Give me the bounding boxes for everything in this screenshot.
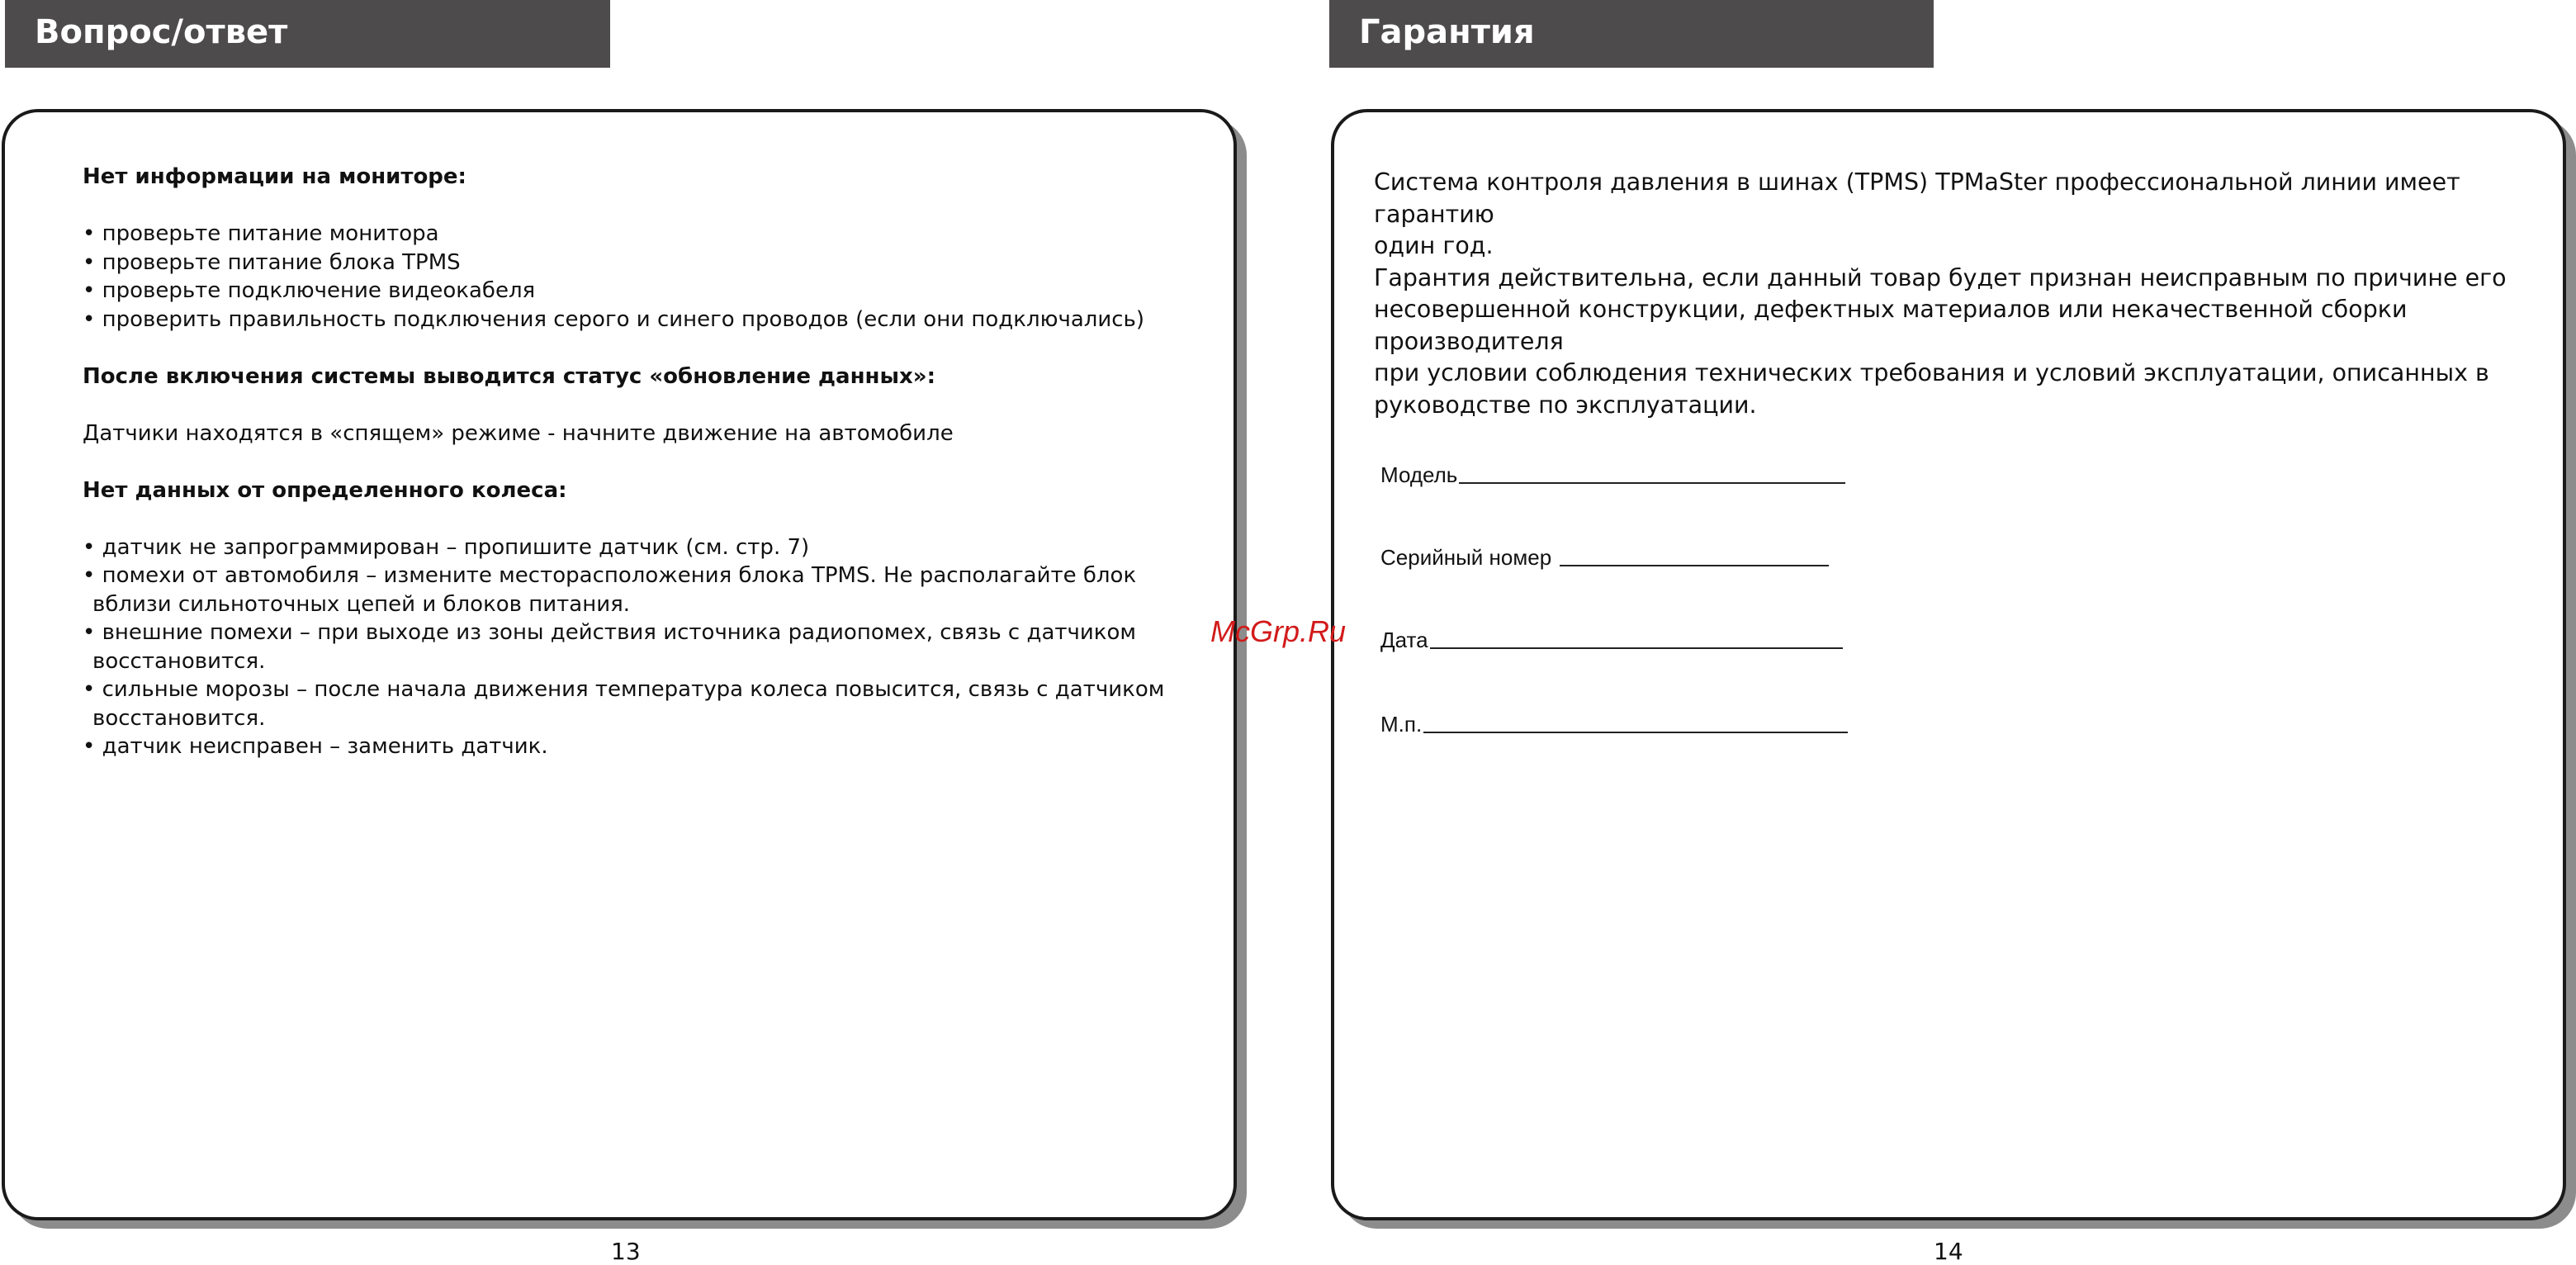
date-field[interactable] bbox=[1380, 628, 1843, 653]
q2-heading: После включения системы выводится статус «обновление данных»: bbox=[83, 363, 935, 389]
date-label: Дата bbox=[1380, 628, 1428, 652]
model-field[interactable] bbox=[1380, 462, 1845, 488]
q3-heading: Нет данных от определенного колеса: bbox=[83, 477, 567, 503]
q1-item: • проверьте питание блока TPMS bbox=[83, 249, 461, 275]
page-title-qa: Вопрос/ответ bbox=[5, 0, 610, 68]
serial-number-field[interactable] bbox=[1380, 545, 1829, 571]
model-label: Модель bbox=[1380, 462, 1458, 487]
q3-item: • датчик неисправен – заменить датчик. bbox=[83, 734, 548, 759]
q3-item: • сильные морозы – после начала движения температура колеса повысится, связь с датчиком bbox=[83, 677, 1165, 702]
q3-item-continued: восстановится. bbox=[92, 648, 266, 674]
warranty-text bbox=[1374, 167, 2530, 421]
stamp-field[interactable] bbox=[1380, 712, 1848, 737]
date-blank-line[interactable] bbox=[1430, 647, 1843, 649]
q1-heading: Нет информации на мониторе: bbox=[83, 164, 466, 189]
page-number-right: 14 bbox=[1934, 1238, 1963, 1265]
warranty-line: при условии соблюдения технических требования и условий эксплуатации, описанных в bbox=[1374, 359, 2489, 386]
serial-number-blank-line[interactable] bbox=[1560, 565, 1829, 566]
serial-number-label: Серийный номер bbox=[1380, 545, 1552, 570]
model-blank-line[interactable] bbox=[1459, 482, 1845, 484]
qa-content bbox=[83, 163, 1222, 761]
q3-item: • датчик не запрограммирован – пропишите датчик (см. стр. 7) bbox=[83, 534, 810, 560]
page-title-warranty: Гарантия bbox=[1329, 0, 1934, 68]
warranty-line: Система контроля давления в шинах (TPMS) TPMaSter профессиональной линии имеет гарантию bbox=[1374, 168, 2460, 228]
warranty-line: Гарантия действительна, если данный товар будет признан неисправным по причине его bbox=[1374, 263, 2507, 291]
q1-item: • проверить правильность подключения серого и синего проводов (если они подключались) bbox=[83, 306, 1145, 332]
warranty-line: несовершенной конструкции, дефектных материалов или некачественной сборки производителя bbox=[1374, 296, 2408, 355]
watermark: McGrp.Ru bbox=[1210, 614, 1347, 648]
stamp-label: М.п. bbox=[1380, 712, 1423, 737]
q3-item-continued: восстановится. bbox=[92, 705, 266, 731]
stamp-blank-line[interactable] bbox=[1423, 732, 1848, 733]
warranty-line: один год. bbox=[1374, 232, 1494, 259]
q3-item-continued: вблизи сильноточных цепей и блоков питания. bbox=[92, 591, 631, 617]
q1-item: • проверьте подключение видеокабеля bbox=[83, 278, 536, 303]
page-number-left: 13 bbox=[611, 1238, 641, 1265]
q2-answer: Датчики находятся в «спящем» режиме - начните движение на автомобиле bbox=[83, 420, 954, 446]
q3-item: • внешние помехи – при выходе из зоны действия источника радиопомех, связь с датчиком bbox=[83, 620, 1137, 645]
q3-item: • помехи от автомобиля – измените месторасположения блока TPMS. Не располагайте блок bbox=[83, 563, 1137, 588]
q1-item: • проверьте питание монитора bbox=[83, 221, 439, 246]
warranty-line: руководстве по эксплуатации. bbox=[1374, 391, 1757, 419]
